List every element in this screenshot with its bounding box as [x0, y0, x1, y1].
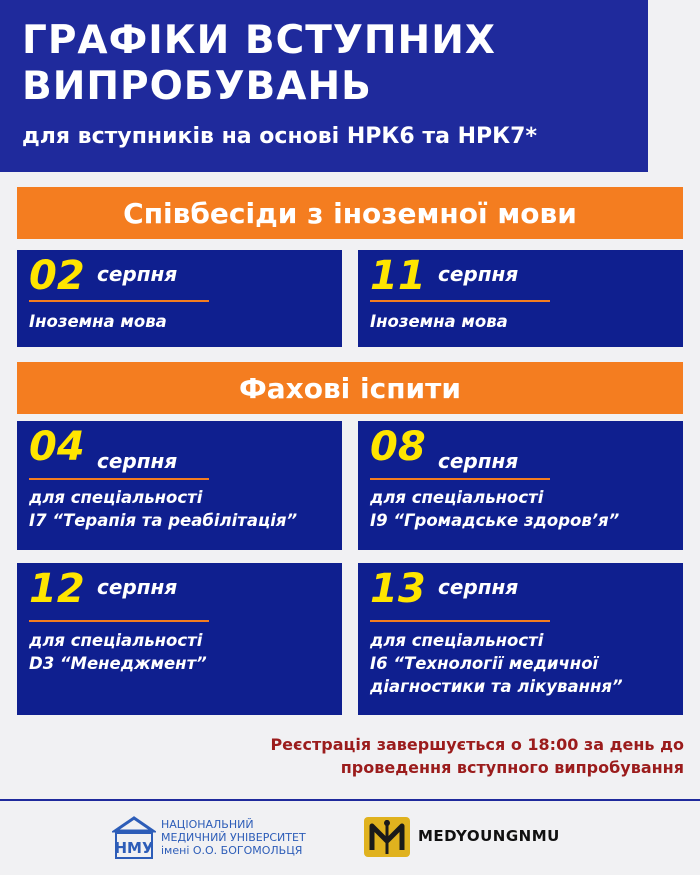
card-month: серпня — [438, 262, 519, 286]
university-logo-letters: НМУ — [114, 839, 154, 857]
card-month: серпня — [97, 449, 178, 473]
card-day: 04 — [29, 424, 85, 470]
date-card-13 — [358, 563, 683, 715]
professional-exams-banner: Фахові іспити — [17, 362, 683, 414]
date-card-04 — [17, 421, 342, 550]
medyoungnmu-logo-icon — [362, 814, 412, 860]
card-day: 13 — [370, 566, 426, 612]
page-title: ГРАФІКИ ВСТУПНИХ ВИПРОБУВАНЬ — [22, 18, 496, 109]
card-day: 12 — [29, 566, 85, 612]
page-subtitle: для вступників на основі НРК6 та НРК7* — [22, 124, 537, 149]
footer-divider — [0, 799, 700, 801]
university-logo-icon — [112, 815, 156, 861]
card-description: Іноземна мова — [29, 312, 167, 331]
card-divider — [370, 300, 550, 302]
card-month: серпня — [97, 575, 178, 599]
date-card-02 — [17, 250, 342, 347]
card-description: для спеціальності І6 “Технології медичної діагностики та лікування” — [370, 631, 623, 696]
card-divider — [29, 300, 209, 302]
card-divider — [370, 478, 550, 480]
card-month: серпня — [438, 449, 519, 473]
card-month: серпня — [97, 262, 178, 286]
card-day: 02 — [29, 253, 85, 299]
card-description: для спеціальності І9 “Громадське здоров’я” — [370, 488, 620, 530]
header-panel — [0, 0, 648, 172]
card-day: 08 — [370, 424, 426, 470]
date-card-08 — [358, 421, 683, 550]
date-card-12 — [17, 563, 342, 715]
card-month: серпня — [438, 575, 519, 599]
card-divider — [29, 478, 209, 480]
card-description: для спеціальності D3 “Менеджмент” — [29, 631, 207, 673]
language-interviews-banner: Співбесіди з іноземної мови — [17, 187, 683, 239]
registration-notice: Реєстрація завершується о 18:00 за день до проведення вступного випробування — [270, 735, 684, 777]
brand-name: MEDYOUNGNMU — [418, 827, 560, 845]
date-card-11 — [358, 250, 683, 347]
card-divider — [370, 620, 550, 622]
card-day: 11 — [370, 253, 426, 299]
card-divider — [29, 620, 209, 622]
card-description: для спеціальності І7 “Терапія та реабілітація” — [29, 488, 298, 530]
university-name: НАЦІОНАЛЬНИЙ МЕДИЧНИЙ УНІВЕРСИТЕТ імені О.О. БОГОМОЛЬЦЯ — [161, 818, 306, 857]
card-description: Іноземна мова — [370, 312, 508, 331]
